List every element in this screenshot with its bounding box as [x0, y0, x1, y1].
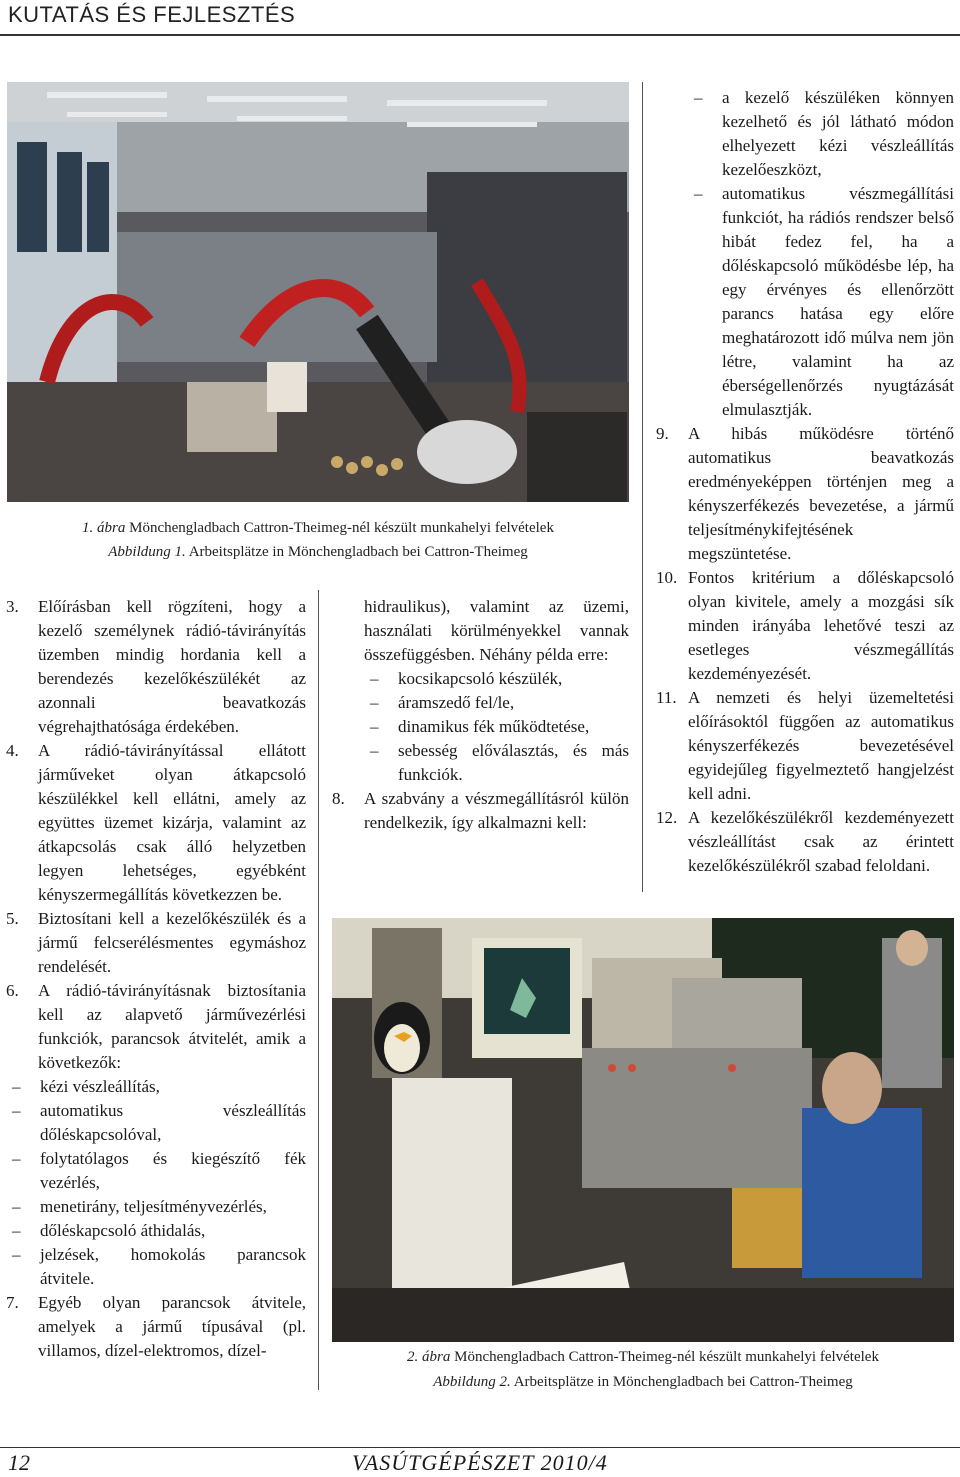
list-text: Fontos kritérium a dőléskapcsoló olyan kivitele, amely a mozgási sík minden irányába lehetővé teszi az esetleges vészmegállítás kezdeményezését. [688, 568, 954, 683]
column-1 [6, 595, 306, 1363]
column-3 [656, 86, 954, 878]
figure2-caption-de-text: Arbeitsplätze in Mönchengladbach bei Cattron-Theimeg [513, 1374, 853, 1390]
list-number: 8. [332, 789, 345, 808]
dash-item: – jelzések, homokolás parancsok átvitele. [12, 1245, 306, 1288]
list-item-9 [656, 422, 954, 566]
list-text: A hibás működésre történő automatikus beavatkozás eredményeképpen történjen meg a kényszerfékezés bevezetése, a jármű teljesítménykifejtésének megszüntetése. [688, 424, 954, 563]
list-item-3 [6, 595, 306, 739]
figure2-photo [332, 918, 954, 1342]
dash-item: – dinamikus fék működtetése, [370, 717, 590, 736]
list-item-8 [332, 787, 629, 835]
figure1-caption-hu-text: Mönchengladbach Cattron-Theimeg-nél készült munkahelyi felvételek [129, 520, 554, 536]
dash-item: – menetirány, teljesítményvezérlés, [12, 1197, 267, 1216]
list-item-4 [6, 739, 306, 907]
figure1-caption-de-text: Arbeitsplätze in Mönchengladbach bei Cattron-Theimeg [188, 544, 528, 560]
list-text: A rádió-távirányításnak biztosítania kell az alapvető járművezérlési funkciók, parancsok átvitelét, amik a következők: [38, 981, 306, 1072]
figure1-caption-de-prefix: Abbildung 1. [108, 544, 186, 560]
list-number: 4. [6, 741, 19, 760]
figure2-caption-hu-text: Mönchengladbach Cattron-Theimeg-nél készült munkahelyi felvételek [454, 1349, 879, 1365]
header-rule [0, 34, 960, 36]
list-text: A szabvány a vészmegállításról külön rendelkezik, így alkalmazni kell: [364, 789, 629, 832]
figure2-caption-hu-prefix: 2. ábra [407, 1349, 451, 1365]
list-item-10 [656, 566, 954, 686]
list-number: 12. [656, 808, 678, 827]
list-item-6 [6, 979, 306, 1075]
list-text: A kezelőkészülékről kezdeményezett vészleállítást csak az érintett kezelőkészülékről szabad feloldani. [688, 808, 954, 875]
list-number: 3. [6, 597, 19, 616]
list-number: 10. [656, 568, 678, 587]
dash-item: – kézi vészleállítás, [12, 1077, 160, 1096]
publication-title: VASÚTGÉPÉSZET 2010/4 [352, 1450, 608, 1475]
footer-rule [0, 1447, 960, 1448]
dash-item: – kocsikapcsoló készülék, [370, 669, 563, 688]
figure1-caption-hu-prefix: 1. ábra [82, 520, 126, 536]
dash-item: – automatikus vészleállítás dőléskapcsolóval, [12, 1101, 306, 1144]
list-number: 7. [6, 1293, 19, 1312]
continued-text: hidraulikus), valamint az üzemi, használati körülményekkel vannak összefüggésben. Néhány példa erre: [364, 597, 629, 664]
dash-item: – a kezelő készüléken könnyen kezelhető és jól látható módon elhelyezett kézi vészleállítás kezelőeszközt, [694, 88, 954, 179]
column-divider-1 [318, 590, 319, 1390]
figure2-caption-hu [332, 1346, 954, 1368]
list-item-7 [6, 1291, 306, 1363]
list-text: A rádió-távirányítással ellátott járműveket olyan átkapcsoló készülékkel kell ellátni, amely az együttes üzemet kizárja, valamint az átkapcsolás csak álló helyzetben legyen lehetséges, egyébként kényszermegállítás következzen be. [38, 741, 306, 904]
figure1-caption-hu [0, 517, 636, 539]
dash-item: – automatikus vészmegállítási funkciót, ha rádiós rendszer belső hibát fedez fel, ha a dőléskapcsoló működésbe lép, ha egy érvényes és ellenőrzött parancs hatása egy előre meghatározott idő múlva nem jön létre, valamint ha az éberségellenőrzés nyugtázását elmulasztják. [694, 184, 954, 419]
dash-item: – dőléskapcsoló áthidalás, [12, 1221, 206, 1240]
figure2-caption-de-prefix: Abbildung 2. [433, 1374, 511, 1390]
section-header: KUTATÁS ÉS FEJLESZTÉS [8, 2, 296, 27]
list-text: A nemzeti és helyi üzemeltetési előírásoktól függően az automatikus kényszerfékezés bevezetésével egyidejűleg figyelmeztető hangjelzést kell adni. [688, 688, 954, 803]
list-number: 11. [656, 688, 677, 707]
list-number: 5. [6, 909, 19, 928]
list-text: Biztosítani kell a kezelőkészülék és a jármű felcserélésmentes egymáshoz rendelését. [38, 909, 306, 976]
list-number: 6. [6, 981, 19, 1000]
list-item-12 [656, 806, 954, 878]
page-number: 12 [8, 1450, 30, 1475]
dash-item: – sebesség előválasztás, és más funkciók. [370, 741, 629, 784]
list-item-11 [656, 686, 954, 806]
figure2-caption-de [332, 1371, 954, 1393]
column-divider-2 [642, 82, 643, 892]
column-2 [332, 595, 629, 835]
list-number: 9. [656, 424, 669, 443]
dash-item: – folytatólagos és kiegészítő fék vezérlés, [12, 1149, 306, 1192]
dash-item: – áramszedő fel/le, [370, 693, 515, 712]
list-text: Előírásban kell rögzíteni, hogy a kezelő személynek rádió-távirányítás üzemben mindig hordania kell a berendezés kezelőkészülékét az azonnali beavatkozás végrehajthatósága érdekében. [38, 597, 306, 736]
list-item-5 [6, 907, 306, 979]
figure1-photo [7, 82, 629, 502]
figure1-caption-de [0, 541, 636, 563]
list-text: Egyéb olyan parancsok átvitele, amelyek a jármű típusával (pl. villamos, dízel-elektromos, dízel- [38, 1293, 306, 1360]
